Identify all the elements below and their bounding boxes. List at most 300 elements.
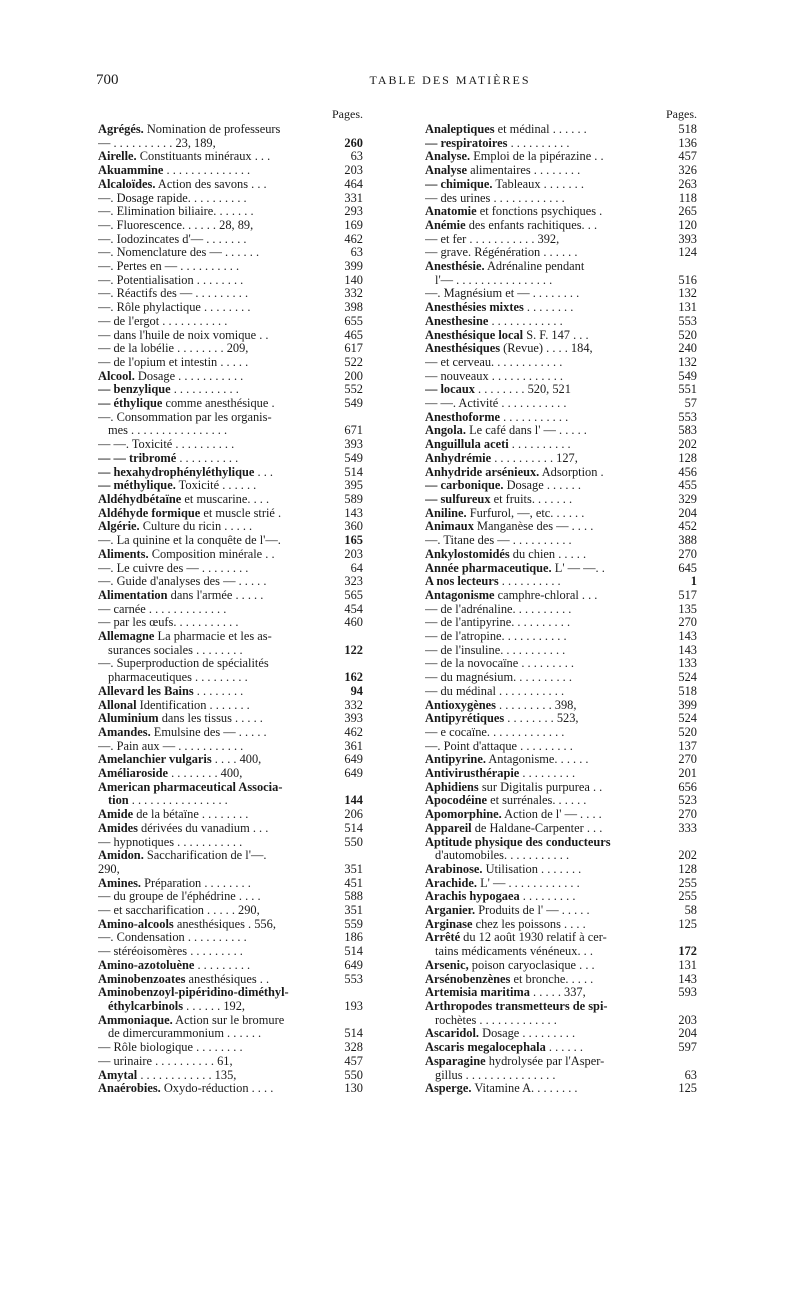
- entry-page-number: 553: [675, 411, 697, 425]
- index-entry: [98, 1041, 363, 1055]
- entry-page-number: 550: [341, 836, 363, 850]
- index-entry: [98, 890, 363, 904]
- index-entry: [98, 383, 363, 397]
- entry-detail: . . . . . . 192,: [183, 1000, 245, 1013]
- index-entry: [425, 781, 697, 795]
- entry-page-number: 588: [341, 890, 363, 904]
- entry-detail: Dosage . . . . . . . . . . .: [134, 369, 244, 383]
- entry-page-number: 388: [675, 534, 697, 548]
- index-entry: [98, 589, 363, 603]
- entry-detail: Antagonisme. . . . . .: [485, 753, 589, 767]
- entry-page-number: 549: [341, 397, 363, 411]
- entry-headword: Arsénobenzènes: [425, 972, 511, 986]
- entry-page-number: 649: [341, 767, 363, 781]
- entry-page-number: 520: [675, 726, 697, 740]
- entry-detail: Emploi de la pipérazine . .: [470, 150, 604, 164]
- index-entry: [425, 123, 697, 137]
- index-entry: [98, 219, 363, 233]
- entry-text: [425, 329, 589, 342]
- index-entry: [425, 753, 697, 767]
- index-entry: [425, 301, 697, 315]
- entry-text: [98, 397, 275, 410]
- index-entry: [425, 370, 697, 384]
- index-entry: [98, 959, 363, 973]
- entry-detail: Action des savons . . .: [155, 177, 267, 191]
- entry-text: [98, 575, 266, 588]
- entry-headword: Anesthésiques: [425, 342, 501, 356]
- entry-page-number: 270: [675, 753, 697, 767]
- entry-page-number: 255: [675, 877, 697, 891]
- entry-headword: Aminobenzoyl-pipéridino-diméthyl-: [98, 986, 289, 1000]
- entry-headword: Aldéhydbétaïne: [98, 492, 182, 506]
- entry-page-number: 553: [341, 973, 363, 987]
- index-entry: [425, 1055, 697, 1069]
- entry-headword: Analyse: [425, 164, 467, 178]
- entry-detail: et muscle strié .: [200, 506, 282, 520]
- entry-text: [98, 657, 269, 670]
- entry-page-number: 136: [675, 137, 697, 151]
- entry-page-number: 122: [341, 644, 363, 658]
- entry-text: [98, 685, 243, 698]
- entry-text: [98, 246, 259, 259]
- entry-detail: . . . . . . . . . . . . 135,: [137, 1068, 237, 1082]
- index-entry: [425, 767, 697, 781]
- index-entry: [425, 150, 697, 164]
- index-entry: [98, 548, 363, 562]
- index-entry: [425, 315, 697, 329]
- entry-headword: Animaux: [425, 520, 474, 534]
- index-entry: [98, 329, 363, 343]
- entry-text: [425, 548, 586, 561]
- entry-headword: Aphidiens: [425, 780, 479, 794]
- entry-text: [425, 699, 576, 712]
- entry-page-number: 452: [675, 520, 697, 534]
- index-entry: [98, 712, 363, 726]
- index-entry: [98, 534, 363, 548]
- entry-page-number: 583: [675, 424, 697, 438]
- entry-headword: Amidon.: [98, 849, 144, 863]
- entry-page-number: 514: [341, 945, 363, 959]
- index-entry: [425, 603, 697, 617]
- entry-page-number: 523: [675, 794, 697, 808]
- entry-text: [425, 411, 568, 424]
- index-entry: [98, 822, 363, 836]
- entry-detail: tains médicaments vénéneux. . .: [435, 945, 593, 959]
- entry-headword: — carbonique.: [425, 479, 504, 493]
- entry-text: [98, 383, 239, 396]
- index-entry: [425, 137, 697, 151]
- index-entry: [98, 644, 363, 658]
- entry-page-number: 522: [341, 356, 363, 370]
- entry-headword: Artemisia maritima: [425, 986, 530, 1000]
- index-entry: [98, 973, 363, 987]
- entry-headword: Antipyrétiques: [425, 712, 505, 726]
- entry-detail: Dosage . . . . . .: [503, 479, 581, 493]
- entry-page-number: 57: [682, 397, 697, 411]
- index-entry: [425, 986, 697, 1000]
- index-entry: [98, 657, 363, 671]
- entry-text: [98, 137, 216, 150]
- entry-page-number: 360: [341, 520, 363, 534]
- entry-page-number: 118: [676, 192, 697, 206]
- entry-text: [98, 589, 263, 602]
- entry-detail: chez les poissons . . . .: [472, 917, 586, 931]
- entry-page-number: 457: [675, 150, 697, 164]
- entry-text: [425, 205, 602, 218]
- entry-text: [425, 178, 584, 191]
- entry-detail: et muscarine. . . .: [181, 492, 270, 506]
- entry-text: [425, 918, 586, 931]
- index-entry: [98, 150, 363, 164]
- index-entry: [425, 794, 697, 808]
- entry-text: [108, 1000, 245, 1013]
- entry-detail: . . . . 400,: [211, 753, 262, 767]
- index-entry: [98, 205, 363, 219]
- index-entry: [425, 329, 697, 343]
- entry-text: [425, 890, 575, 903]
- entry-detail: sur Digitalis purpurea . .: [478, 780, 603, 794]
- entry-detail: Dosage . . . . . . . . .: [479, 1027, 576, 1041]
- entry-detail: anesthésiques . 556,: [173, 917, 276, 931]
- entry-detail: et fonctions psychiques .: [476, 205, 603, 219]
- entry-text: [425, 466, 604, 479]
- index-entry: [425, 904, 697, 918]
- index-entry: [98, 411, 363, 425]
- entry-page-number: 565: [341, 589, 363, 603]
- index-entry: [425, 205, 697, 219]
- entry-text: [425, 438, 571, 451]
- entry-page-number: 524: [675, 712, 697, 726]
- entry-detail: . . . . . . . . . .: [498, 575, 561, 589]
- entry-text: [98, 479, 256, 492]
- entry-page-number: 137: [675, 740, 697, 754]
- entry-page-number: 332: [341, 287, 363, 301]
- entry-text: [425, 973, 593, 986]
- entry-page-number: 255: [675, 890, 697, 904]
- entry-page-number: 514: [341, 1027, 363, 1041]
- entry-detail: Adrénaline pendant: [484, 260, 585, 274]
- entry-detail: —. Elimination biliaire. . . . . . .: [98, 205, 254, 219]
- entry-text: [425, 726, 564, 739]
- entry-headword: Arginase: [425, 917, 473, 931]
- entry-text: [425, 452, 578, 465]
- entry-detail: alimentaires . . . . . . . .: [467, 164, 581, 178]
- index-entry: [98, 342, 363, 356]
- entry-detail: — du groupe de l'éphédrine . . . .: [98, 890, 261, 904]
- index-entry: [98, 781, 363, 795]
- column-heading: Pages.: [332, 107, 363, 121]
- entry-page-number: 131: [675, 301, 697, 315]
- entry-text: [98, 178, 267, 191]
- entry-detail: — par les œufs. . . . . . . . . . .: [98, 616, 239, 630]
- entry-headword: — locaux: [425, 383, 475, 397]
- index-entry: [425, 685, 697, 699]
- index-entry: [425, 822, 697, 836]
- entry-text: [425, 1082, 578, 1095]
- entry-text: [425, 657, 574, 670]
- entry-text: [98, 123, 280, 136]
- entry-text: [98, 356, 248, 369]
- index-entry: [98, 137, 363, 151]
- index-entry: [425, 575, 697, 589]
- index-entry: [98, 740, 363, 754]
- entry-detail: —. Point d'attaque . . . . . . . . .: [425, 739, 573, 753]
- entry-page-number: 58: [682, 904, 697, 918]
- index-entry: [98, 630, 363, 644]
- index-entry: [98, 479, 363, 493]
- index-entry: [425, 931, 697, 945]
- entry-detail: mes . . . . . . . . . . . . . . . .: [108, 424, 228, 438]
- entry-detail: 290,: [98, 862, 120, 876]
- index-entry: [98, 356, 363, 370]
- entry-page-number: 132: [675, 287, 697, 301]
- entry-text: [425, 150, 604, 163]
- entry-detail: . . . . . . . . . . . .: [488, 314, 563, 328]
- entry-page-number: 63: [348, 150, 363, 164]
- entry-text: [98, 411, 272, 424]
- entry-page-number: 465: [341, 329, 363, 343]
- entry-detail: — du magnésium. . . . . . . . . .: [425, 671, 572, 685]
- entry-page-number: 260: [341, 137, 363, 151]
- entry-text: [98, 370, 243, 383]
- entry-detail: S. F. 147 . . .: [523, 328, 589, 342]
- entry-text: [435, 274, 552, 287]
- index-entry: [425, 192, 697, 206]
- entry-headword: tion: [108, 794, 129, 808]
- entry-detail: Furfurol, —, etc. . . . . .: [466, 506, 585, 520]
- index-entry: [425, 1082, 697, 1096]
- entry-list: [425, 123, 697, 1096]
- entry-detail: —. Réactifs des — . . . . . . . . .: [98, 287, 249, 301]
- entry-page-number: 398: [341, 301, 363, 315]
- index-entry: [425, 644, 697, 658]
- entry-page-number: 240: [675, 342, 697, 356]
- entry-text: [98, 466, 273, 479]
- entry-page-number: 120: [675, 219, 697, 233]
- entry-text: [425, 260, 584, 273]
- entry-detail: — Rôle biologique . . . . . . . .: [98, 1041, 243, 1055]
- entry-page-number: 165: [341, 534, 363, 548]
- entry-text: [425, 562, 605, 575]
- index-entry: [98, 507, 363, 521]
- entry-detail: . . . . . . . .: [523, 301, 574, 315]
- entry-detail: Tableaux . . . . . . .: [492, 177, 584, 191]
- entry-detail: dérivées du vanadium . . .: [137, 821, 269, 835]
- entry-page-number: 395: [341, 479, 363, 493]
- entry-page-number: 551: [675, 383, 697, 397]
- entry-headword: Amelanchier vulgaris: [98, 753, 212, 767]
- index-column-right: [425, 108, 697, 1096]
- entry-headword: Anguillula aceti: [425, 438, 509, 452]
- entry-headword: — — tribromé: [98, 451, 177, 465]
- entry-text: [435, 1069, 555, 1082]
- index-entry: [98, 123, 363, 137]
- entry-detail: — de la lobélie . . . . . . . . 209,: [98, 342, 249, 356]
- entry-detail: . . . . . . . . . 398,: [495, 698, 577, 712]
- entry-text: [98, 712, 263, 725]
- entry-page-number: 549: [675, 370, 697, 384]
- entry-page-number: 520: [675, 329, 697, 343]
- entry-headword: Amandes.: [98, 725, 151, 739]
- entry-detail: Toxicité . . . . . .: [175, 479, 257, 493]
- entry-page-number: 162: [341, 671, 363, 685]
- index-entry: [98, 836, 363, 850]
- entry-detail: pharmaceutiques . . . . . . . . .: [108, 671, 248, 685]
- entry-headword: Airelle.: [98, 150, 137, 164]
- index-entry: [425, 918, 697, 932]
- entry-detail: —. Rôle phylactique . . . . . . . .: [98, 301, 251, 315]
- index-column-left: [98, 108, 363, 1096]
- entry-headword: — respiratoires: [425, 136, 508, 150]
- index-entry: [425, 740, 697, 754]
- entry-text: [425, 424, 587, 437]
- entry-text: [98, 945, 243, 958]
- entry-detail: anesthésiques . .: [185, 972, 270, 986]
- entry-page-number: 462: [341, 726, 363, 740]
- entry-text: [98, 274, 243, 287]
- entry-headword: Arachide.: [425, 876, 477, 890]
- entry-headword: Arsenic,: [425, 958, 469, 972]
- entry-detail: — du médinal . . . . . . . . . . .: [425, 684, 565, 698]
- entry-text: [425, 575, 561, 588]
- entry-detail: —. Titane des — . . . . . . . . . .: [425, 534, 572, 548]
- entry-page-number: 270: [675, 548, 697, 562]
- entry-text: [98, 493, 269, 506]
- entry-headword: Aniline.: [425, 506, 467, 520]
- entry-text: [425, 822, 602, 835]
- entry-detail: Vitamine A. . . . . . . .: [471, 1082, 578, 1096]
- entry-detail: des enfants rachitiques. . .: [465, 218, 598, 232]
- entry-headword: Antipyrine.: [425, 753, 486, 767]
- entry-detail: Manganèse des — . . . .: [473, 520, 594, 534]
- index-entry: [425, 411, 697, 425]
- entry-text: [425, 794, 586, 807]
- entry-detail: Action sur le bromure: [172, 1013, 285, 1027]
- index-entry: [98, 1000, 363, 1014]
- entry-page-number: 128: [675, 863, 697, 877]
- entry-text: [98, 164, 250, 177]
- entry-headword: Année pharmaceutique.: [425, 561, 552, 575]
- entry-detail: L' — —. .: [551, 561, 605, 575]
- entry-headword: — méthylique.: [98, 479, 176, 493]
- entry-page-number: 462: [341, 233, 363, 247]
- index-entry: [425, 1000, 697, 1014]
- entry-detail: . . . . . . . . .: [194, 958, 251, 972]
- entry-page-number: 649: [341, 959, 363, 973]
- entry-text: [108, 1027, 261, 1040]
- column-heading: Pages.: [666, 107, 697, 121]
- index-entry: [425, 548, 697, 562]
- entry-page-number: 143: [675, 973, 697, 987]
- entry-text: [425, 493, 572, 506]
- entry-page-number: 326: [675, 164, 697, 178]
- index-entry: [98, 178, 363, 192]
- entry-text: [98, 329, 269, 342]
- entry-text: [98, 918, 276, 931]
- entry-page-number: 186: [341, 931, 363, 945]
- entry-page-number: 456: [675, 466, 697, 480]
- entry-text: [425, 931, 607, 944]
- entry-detail: surances sociales . . . . . . . .: [108, 643, 243, 657]
- entry-text: [425, 219, 597, 232]
- entry-headword: Antivirusthérapie: [425, 767, 520, 781]
- entry-text: [425, 164, 580, 177]
- entry-text: [425, 233, 559, 246]
- entry-page-number: 143: [675, 644, 697, 658]
- entry-page-number: 94: [348, 685, 363, 699]
- index-entry: [425, 287, 697, 301]
- entry-page-number: 552: [341, 383, 363, 397]
- entry-detail: — urinaire . . . . . . . . . . 61,: [98, 1054, 233, 1068]
- entry-text: [98, 726, 267, 739]
- entry-detail: Identification . . . . . . .: [136, 698, 250, 712]
- entry-text: [425, 589, 597, 602]
- entry-headword: Anesthesine: [425, 314, 489, 328]
- entry-headword: Allevard les Bains: [98, 684, 194, 698]
- index-entry: [98, 246, 363, 260]
- entry-text: [425, 356, 562, 369]
- entry-text: [98, 562, 248, 575]
- entry-text: [98, 507, 281, 520]
- entry-page-number: 457: [341, 1055, 363, 1069]
- entry-text: [108, 671, 248, 684]
- entry-detail: Adsorption .: [539, 465, 604, 479]
- index-entry: [425, 616, 697, 630]
- entry-text: [425, 603, 571, 616]
- entry-text: [425, 836, 611, 849]
- entry-text: [425, 671, 572, 684]
- entry-detail: —. Nomenclature des — . . . . . .: [98, 246, 260, 260]
- entry-headword: Anatomie: [425, 205, 477, 219]
- index-entry: [98, 274, 363, 288]
- entry-page-number: 393: [341, 712, 363, 726]
- entry-headword: Antioxygènes: [425, 698, 496, 712]
- index-entry: [98, 904, 363, 918]
- entry-page-number: 454: [341, 603, 363, 617]
- index-entry: [98, 671, 363, 685]
- index-entry: [98, 1082, 363, 1096]
- entry-detail: . . . . . . . . 520, 521: [474, 383, 571, 397]
- entry-headword: Analeptiques: [425, 123, 495, 136]
- index-entry: [425, 233, 697, 247]
- entry-text: [98, 219, 253, 232]
- entry-headword: Arabinose.: [425, 862, 483, 876]
- entry-text: [425, 959, 595, 972]
- entry-detail: camphre-chloral . . .: [494, 588, 598, 602]
- entry-text: [108, 794, 228, 807]
- entry-page-number: 331: [341, 192, 363, 206]
- entry-detail: Produits de l' — . . . . .: [475, 904, 590, 918]
- entry-detail: — carnée . . . . . . . . . . . . .: [98, 602, 227, 616]
- index-entry: [425, 274, 697, 288]
- entry-page-number: 393: [341, 438, 363, 452]
- entry-page-number: 143: [341, 507, 363, 521]
- entry-text: [425, 1041, 583, 1054]
- index-entry: [425, 808, 697, 822]
- index-entry: [425, 246, 697, 260]
- entry-detail: Nomination de professeurs: [143, 123, 281, 136]
- entry-page-number: 514: [341, 466, 363, 480]
- entry-text: [98, 863, 120, 876]
- index-entry: [98, 192, 363, 206]
- entry-text: [98, 603, 226, 616]
- entry-text: [425, 863, 581, 876]
- entry-detail: . . . . . .: [545, 1041, 583, 1055]
- index-entry: [425, 424, 697, 438]
- index-entry: [425, 589, 697, 603]
- entry-page-number: 125: [675, 918, 697, 932]
- entry-detail: . . . . . . . . .: [519, 767, 576, 781]
